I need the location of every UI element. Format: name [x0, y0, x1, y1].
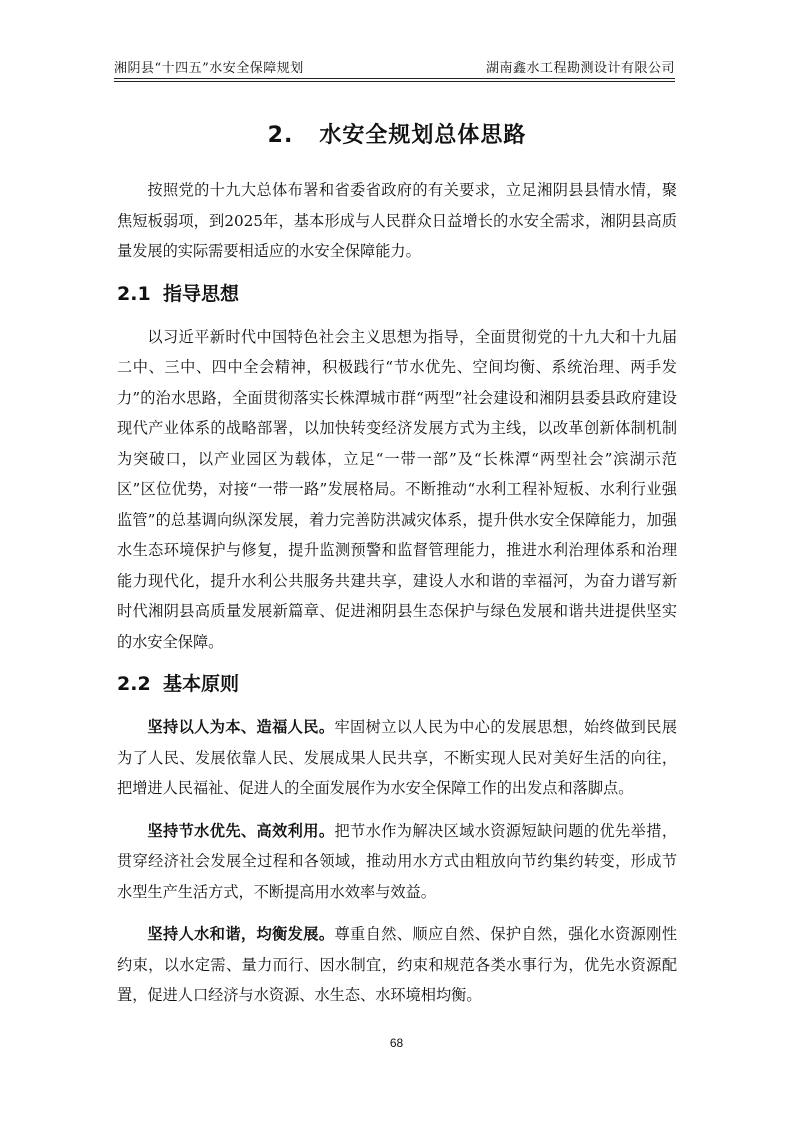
principle-paragraph	[117, 816, 677, 908]
header-rule	[114, 78, 675, 79]
principle-lead: 坚持人水和谐，均衡发展。	[147, 925, 335, 943]
running-header	[114, 54, 675, 76]
page-content	[117, 104, 677, 1023]
page-number: 68	[389, 1036, 404, 1050]
section-title: 基本原则	[163, 673, 240, 695]
section-title: 指导思想	[163, 282, 240, 305]
chapter-intro-paragraph: 按照党的十九大总体布署和省委省政府的有关要求，立足湘阴县县情水情，聚焦短板弱项，到2025年，基本形成与人民群众日益增长的水安全需求，湘阴县高质量发展的实际需要相适应的水安全保障能力。	[117, 181, 677, 260]
section-number: 2.2	[117, 673, 151, 695]
section-heading-guiding-ideology	[117, 279, 677, 306]
chapter-heading	[117, 118, 677, 149]
header-rule-secondary	[114, 81, 675, 82]
chapter-title: 水安全规划总体思路	[319, 123, 527, 148]
chapter-number: 2.	[267, 123, 294, 148]
guiding-ideology-paragraph: 以习近平新时代中国特色社会主义思想为指导，全面贯彻党的十九大和十九届二中、三中、四中全会精神，积极践行“节水优先、空间均衡、系统治理、两手发力”的治水思路，全面贯彻落实长株潭城市群“两型”社会建设和湘阴县委县政府建设现代产业体系的战略部署，以加快转变经济发展方式为主线，以改革创新体制机制为突破口，以产业园区为载体，立足“一带一部”及“长株潭“两型社会”滨湖示范区”区位优势，对接“一带一路”发展格局。不断推动“水利工程补短板、水利行业强监管”的总基调向纵深发展，着力完善防洪减灾体系，提升供水安全保障能力，加强水生态环境保护与修复，提升监测预警和监督管理能力，推进水利治理体系和治理能力现代化，提升水利公共服务共建共享，建设人水和谐的幸福河，为奋力谱写新时代湘阴县高质量发展新篇章、促进湘阴县生态保护与绿色发展和谐共进提供坚实的水安全保障。	[117, 327, 677, 651]
section-number: 2.1	[117, 282, 151, 305]
principle-lead: 坚持以人为本、造福人民。	[147, 718, 335, 736]
principle-paragraph	[117, 712, 677, 804]
principle-lead: 坚持节水优先、高效利用。	[147, 821, 335, 840]
principle-text: 牢固树立以人民为中心的发展思想，始终做到民展为了人民、发展依靠人民、发展成果人民共享，不断实现人民对美好生活的向往，把增进人民福祉、促进人的全面发展作为水安全保障工作的出发点和落脚点。	[117, 718, 678, 797]
header-document-title: 湘阴县“十四五”水安全保障规划	[114, 61, 304, 76]
principle-text: 把节水作为解决区域水资源短缺问题的优先举措，贯穿经济社会发展全过程和各领域，推动用水方式由粗放向节约集约转变，形成节水型生产生活方式，不断提高用水效率与效益。	[117, 821, 678, 901]
header-company-name: 湖南鑫水工程勘测设计有限公司	[485, 61, 675, 76]
principle-paragraph	[117, 919, 677, 1011]
section-heading-basic-principles	[117, 669, 677, 696]
principle-text: 尊重自然、顺应自然、保护自然，强化水资源刚性约束，以水定需、量力而行、因水制宜，约束和规范各类水事行为，优先水资源配置，促进人口经济与水资源、水生态、水环境相均衡。	[117, 925, 678, 1004]
